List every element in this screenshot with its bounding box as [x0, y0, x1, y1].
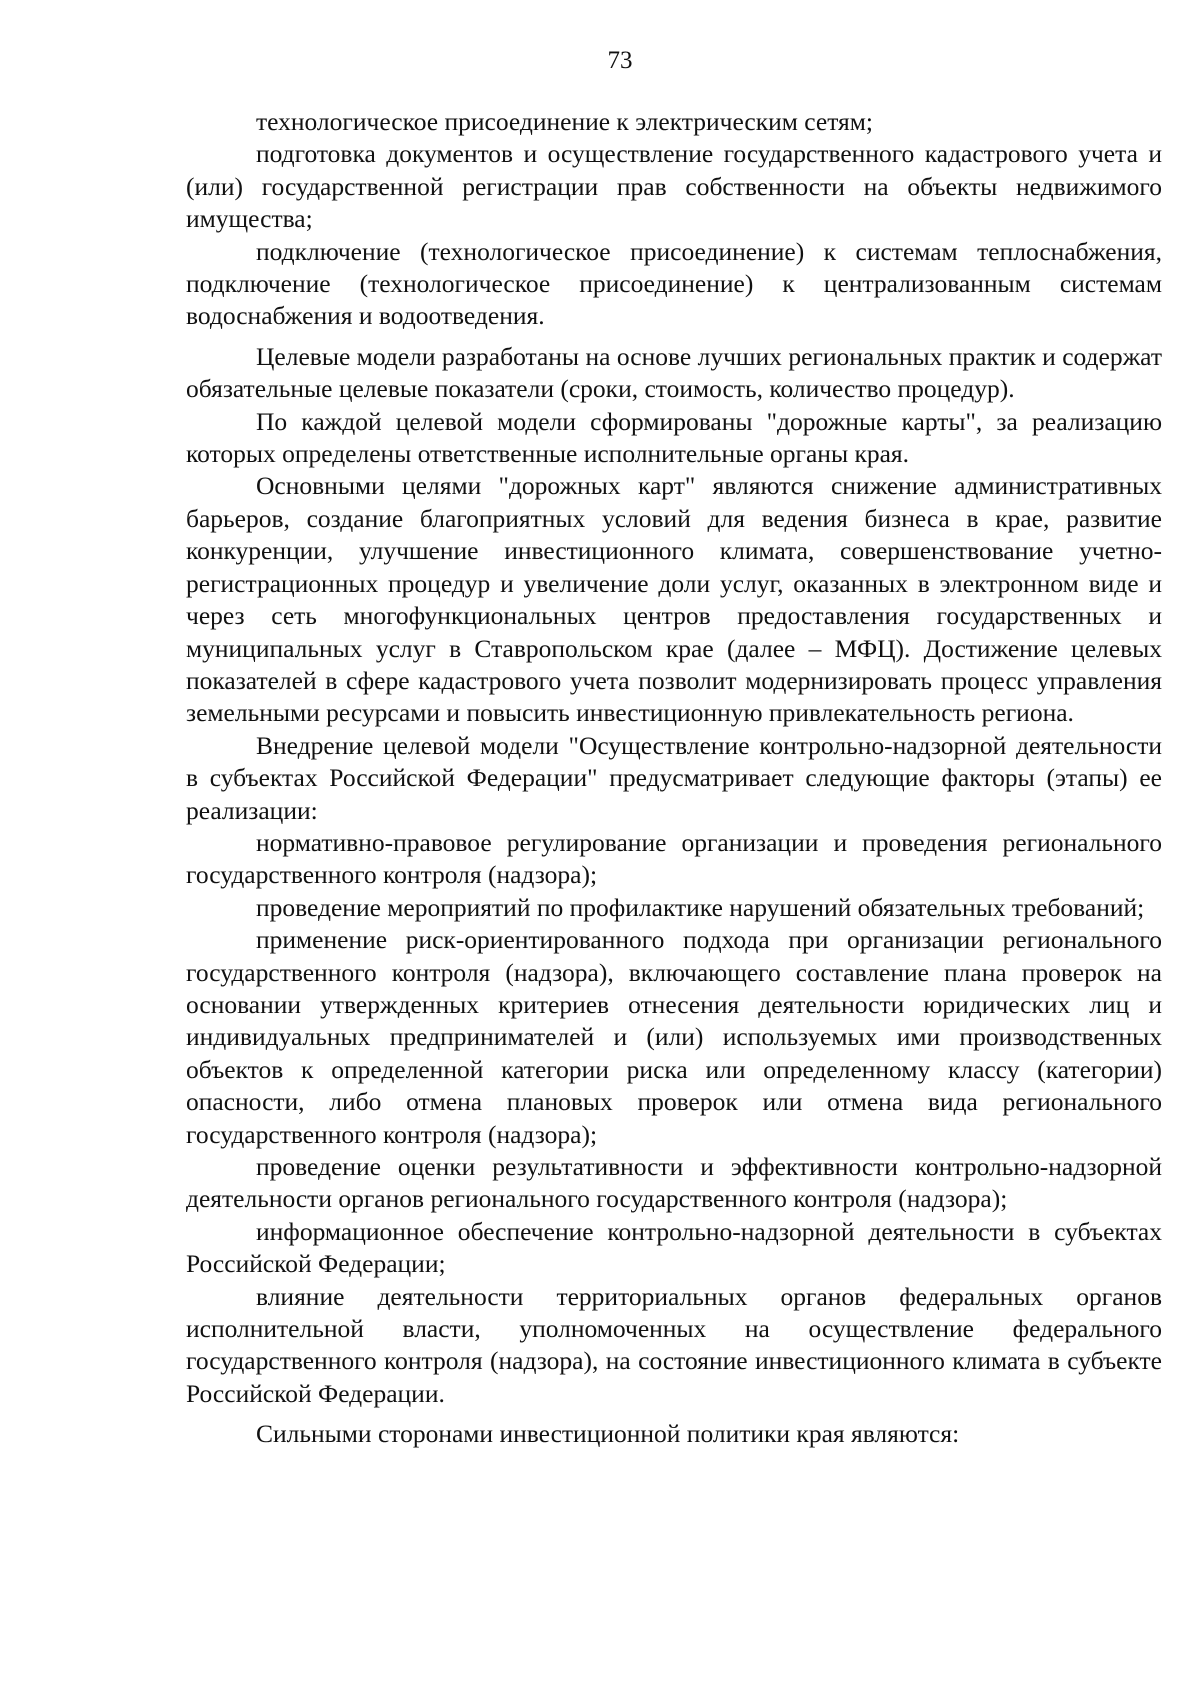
- paragraph-8: нормативно-правовое регулирование организации и проведения регионального государственного контроля (надзора);: [186, 827, 1162, 890]
- paragraph-4: Целевые модели разработаны на основе лучших региональных практик и содержат обязательные целевые показатели (сроки, стоимость, количество процедур).: [186, 341, 1162, 404]
- paragraph-7: Внедрение целевой модели "Осуществление контрольно-надзорной деятельности в субъектах Российской Федерации" предусматривает следующие факторы (этапы) ее реализации:: [186, 730, 1162, 825]
- paragraph-12: информационное обеспечение контрольно-надзорной деятельности в субъектах Российской Федерации;: [186, 1216, 1162, 1279]
- paragraph-2: подготовка документов и осуществление государственного кадастрового учета и (или) государственной регистрации прав собственности на объекты недвижимого имущества;: [186, 139, 1162, 234]
- paragraph-6: Основными целями "дорожных карт" являются снижение административных барьеров, создание благоприятных условий для ведения бизнеса в крае, развитие конкуренции, улучшение инвестиционного климата, совершенствование учетно-регистрационных процедур и увеличение доли услуг, оказанных в электронном виде и через сеть многофункциональных центров предоставления государственных и муниципальных услуг в Ставропольском крае (далее – МФЦ). Достижение целевых показателей в сфере кадастрового учета позволит модернизировать процесс управления земельными ресурсами и повысить инвестиционную привлекательность региона.: [186, 471, 1162, 728]
- page-number: 73: [607, 47, 633, 74]
- document-body: [186, 106, 1162, 1451]
- paragraph-10: применение риск-ориентированного подхода при организации регионального государственного контроля (надзора), включающего составление плана проверок на основании утвержденных критериев отнесения деятельности юридических лиц и индивидуальных предпринимателей и (или) используемых ими производственных объектов к определенной категории риска или определенному классу (категории) опасности, либо отмена плановых проверок или отмена вида регионального государственного контроля (надзора);: [186, 925, 1162, 1149]
- paragraph-5: По каждой целевой модели сформированы "дорожные карты", за реализацию которых определены ответственные исполнительные органы края.: [186, 406, 1162, 469]
- paragraph-1: технологическое присоединение к электрическим сетям;: [256, 107, 873, 136]
- paragraph-3: подключение (технологическое присоединение) к системам теплоснабжения, подключение (технологическое присоединение) к централизованным системам водоснабжения и водоотведения.: [186, 236, 1162, 331]
- paragraph-9: проведение мероприятий по профилактике нарушений обязательных требований;: [256, 892, 1145, 922]
- paragraph-13: влияние деятельности территориальных органов федеральных органов исполнительной власти, уполномоченных на осуществление федерального государственного контроля (надзора), на состояние инвестиционного климата в субъекте Российской Федерации.: [186, 1281, 1162, 1408]
- paragraph-14: Сильными сторонами инвестиционной политики края являются:: [256, 1419, 960, 1449]
- paragraph-11: проведение оценки результативности и эффективности контрольно-надзорной деятельности органов регионального государственного контроля (надзора);: [186, 1152, 1162, 1214]
